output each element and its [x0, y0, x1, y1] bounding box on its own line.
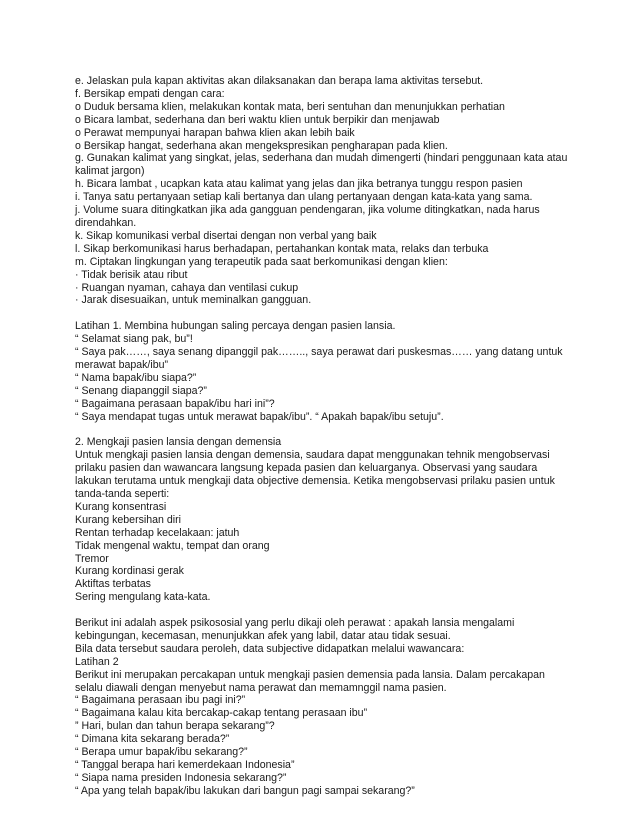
- text-line: Kurang kordinasi gerak: [75, 565, 184, 578]
- text-line: k. Sikap komunikasi verbal disertai dengan non verbal yang baik: [75, 229, 377, 242]
- text-line: selalu diawali dengan menyebut nama perawat dan memamnggil nama pasien.: [75, 681, 447, 694]
- text-line: “ Apa yang telah bapak/ibu lakukan dari bangun pagi sampai sekarang?”: [75, 784, 415, 797]
- text-line: tanda-tanda seperti:: [75, 487, 170, 500]
- text-line: o Bicara lambat, sederhana dan beri waktu klien untuk berpikir dan menjawab: [75, 113, 440, 126]
- text-line: prilaku pasien dan wawancara langsung kepada pasien dan keluarganya. Observasi yang saudara: [75, 462, 538, 475]
- text-line: Aktiftas terbatas: [75, 578, 151, 591]
- text-line: o Perawat mempunyai harapan bahwa klien akan lebih baik: [75, 126, 355, 139]
- text-line: i. Tanya satu pertanyaan setiap kali bertanya dan ulang pertanyaan dengan kata-kata yang sama.: [75, 191, 533, 204]
- text-line: f. Bersikap empati dengan cara:: [75, 87, 225, 100]
- text-line: “ Bagaimana kalau kita bercakap-cakap tentang perasaan ibu”: [75, 707, 368, 720]
- section-heading: 2. Mengkaji pasien lansia dengan demensia: [75, 436, 282, 449]
- text-line: “ Siapa nama presiden Indonesia sekarang?”: [75, 771, 287, 784]
- text-line: “ Bagaimana perasaan ibu pagi ini?”: [75, 694, 246, 707]
- paragraph-gap: [75, 307, 575, 320]
- text-line: “ Tanggal berapa hari kemerdekaan Indonesia”: [75, 758, 295, 771]
- text-line: o Duduk bersama klien, melakukan kontak mata, beri sentuhan dan menunjukkan perhatian: [75, 100, 505, 113]
- text-line: direndahkan.: [75, 216, 137, 229]
- text-line: Untuk mengkaji pasien lansia dengan demensia, saudara dapat menggunakan tehnik mengobservasi: [75, 449, 550, 462]
- text-line: o Bersikap hangat, sederhana akan mengekspresikan pengharapan pada klien.: [75, 139, 448, 152]
- text-line: Berikut ini merupakan percakapan untuk mengkaji pasien demensia pada lansia. Dalam percakapan: [75, 668, 545, 681]
- text-line: Tidak mengenal waktu, tempat dan orang: [75, 539, 270, 552]
- section-heading: Latihan 2: [75, 655, 119, 668]
- text-line: Kurang kebersihan diri: [75, 513, 181, 526]
- text-line: · Jarak disesuaikan, untuk meminalkan gangguan.: [75, 294, 312, 307]
- text-line: ” Hari, bulan dan tahun berapa sekarang”?: [75, 720, 275, 733]
- text-line: l. Sikap berkomunikasi harus berhadapan, pertahankan kontak mata, relaks dan terbuka: [75, 242, 489, 255]
- text-line: Tremor: [75, 552, 109, 565]
- text-line: · Tidak berisik atau ribut: [75, 268, 188, 281]
- text-line: kalimat jargon): [75, 165, 145, 178]
- text-line: e. Jelaskan pula kapan aktivitas akan dilaksanakan dan berapa lama aktivitas tersebut.: [75, 75, 484, 87]
- section-2: [75, 436, 575, 604]
- text-line: kebingungan, kecemasan, menunjukkan afek yang labil, datar atau tidak sesuai.: [75, 629, 451, 642]
- text-line: “ Bagaimana perasaan bapak/ibu hari ini”?: [75, 397, 275, 410]
- text-line: Rentan terhadap kecelakaan: jatuh: [75, 526, 240, 539]
- text-line: “ Selamat siang pak, bu”!: [75, 333, 193, 346]
- document-page: [75, 75, 575, 798]
- text-line: Bila data tersebut saudara peroleh, data subjective didapatkan melalui wawancara:: [75, 642, 465, 655]
- paragraph-gap: [75, 423, 575, 436]
- text-line: Kurang konsentrasi: [75, 500, 167, 513]
- text-line: “ Senang diapanggil siapa?”: [75, 384, 207, 397]
- text-line: “ Nama bapak/ibu siapa?”: [75, 371, 197, 384]
- section-3: [75, 617, 575, 798]
- text-line: “ Dimana kita sekarang berada?”: [75, 733, 230, 746]
- paragraph-gap: [75, 604, 575, 617]
- text-line: · Ruangan nyaman, cahaya dan ventilasi cukup: [75, 281, 299, 294]
- text-line: “ Saya pak……, saya senang dipanggil pak…….., saya perawat dari puskesmas…… yang datang untuk: [75, 346, 563, 359]
- text-line: g. Gunakan kalimat yang singkat, jelas, sederhana dan mudah dimengerti (hindari penggunaan kata atau: [75, 152, 568, 165]
- text-line: j. Volume suara ditingkatkan jika ada gangguan pendengaran, jika volume ditingkatkan, nada harus: [75, 204, 540, 217]
- text-line: merawat bapak/ibu”: [75, 358, 169, 371]
- text-line: lakukan terutama untuk mengkaji data objective demensia. Ketika mengobservasi prilaku pasien untuk: [75, 475, 555, 488]
- section-heading: Latihan 1. Membina hubungan saling percaya dengan pasien lansia.: [75, 320, 396, 333]
- text-line: “ Saya mendapat tugas untuk merawat bapak/ibu”. “ Apakah bapak/ibu setuju”.: [75, 410, 444, 423]
- text-line: m. Ciptakan lingkungan yang terapeutik pada saat berkomunikasi dengan klien:: [75, 255, 448, 268]
- section-latihan-1: [75, 320, 575, 423]
- text-line: h. Bicara lambat , ucapkan kata atau kalimat yang jelas dan jika betranya tunggu respon pasien: [75, 178, 523, 191]
- text-line: Berikut ini adalah aspek psikososial yang perlu dikaji oleh perawat : apakah lansia mengalami: [75, 617, 515, 630]
- section-intro: [75, 75, 575, 307]
- text-line: “ Berapa umur bapak/ibu sekarang?”: [75, 746, 248, 759]
- text-line: Sering mengulang kata-kata.: [75, 591, 211, 604]
